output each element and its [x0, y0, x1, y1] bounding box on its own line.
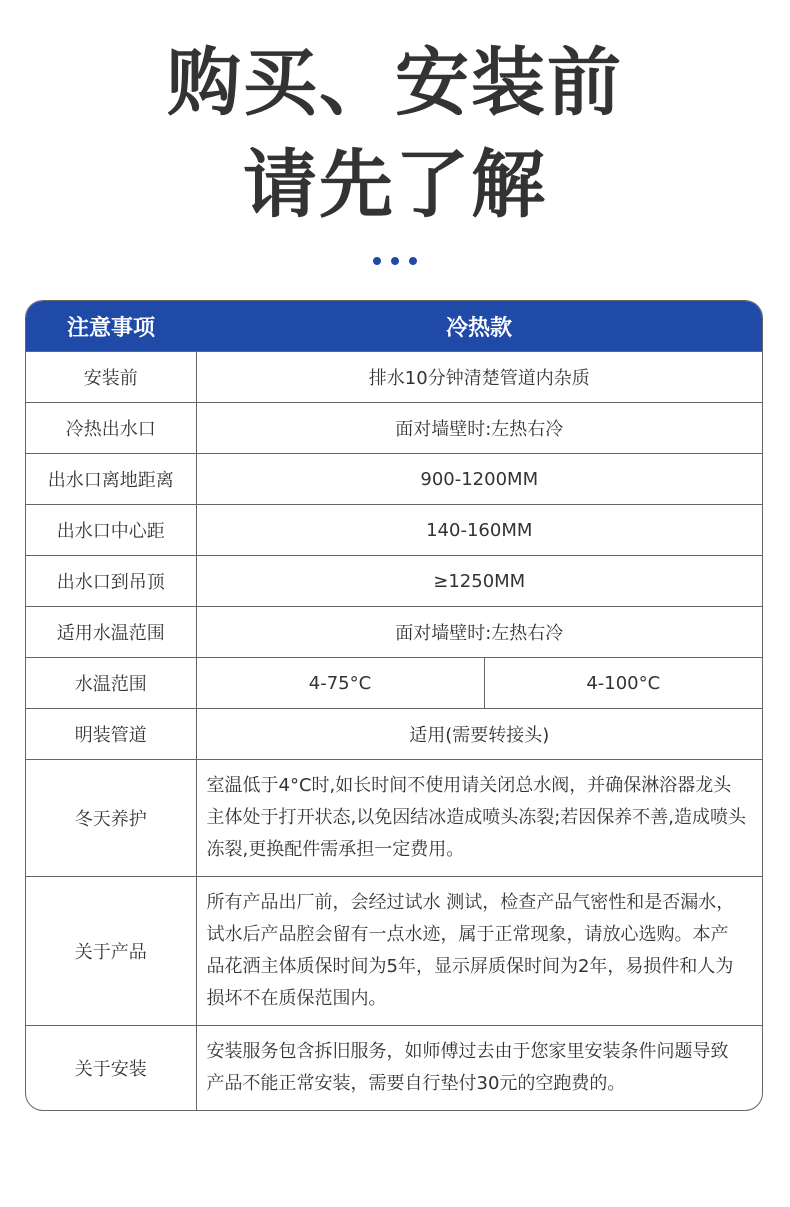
- table-row: [26, 505, 762, 556]
- row-value: ≥1250MM: [196, 556, 762, 607]
- row-value: 140-160MM: [196, 505, 762, 556]
- row-value-a: 4-75°C: [196, 658, 484, 709]
- table-row: [26, 1026, 762, 1111]
- row-value: 所有产品出厂前，会经过试水 测试，检查产品气密性和是否漏水，试水后产品腔会留有一点水迹，属于正常现象，请放心选购。本产品花洒主体质保时间为5年，显示屏质保时间为2年，易损件和人为损坏不在质保范围内。: [196, 877, 762, 1026]
- row-label: 冷热出水口: [26, 403, 196, 454]
- table-row: [26, 607, 762, 658]
- row-label: 冬天养护: [26, 760, 196, 877]
- spec-table: [25, 300, 763, 1111]
- table-row: [26, 352, 762, 403]
- dot-icon: [373, 257, 381, 265]
- table-row: [26, 454, 762, 505]
- row-label: 关于产品: [26, 877, 196, 1026]
- row-label: 出水口到吊顶: [26, 556, 196, 607]
- row-value: 室温低于4°C时,如长时间不使用请关闭总水阀，并确保淋浴器龙头主体处于打开状态,以免因结冰造成喷头冻裂;若因保养不善,造成喷头冻裂,更换配件需承担一定费用。: [196, 760, 762, 877]
- table-row: [26, 709, 762, 760]
- row-label: 适用水温范围: [26, 607, 196, 658]
- row-label: 明装管道: [26, 709, 196, 760]
- table-row: [26, 403, 762, 454]
- row-value: 900-1200MM: [196, 454, 762, 505]
- row-value: 安装服务包含拆旧服务，如师傅过去由于您家里安装条件问题导致产品不能正常安装，需要自行垫付30元的空跑费的。: [196, 1026, 762, 1111]
- row-value-b: 4-100°C: [484, 658, 762, 709]
- dot-icon: [391, 257, 399, 265]
- table-row: [26, 556, 762, 607]
- row-value: 适用(需要转接头): [196, 709, 762, 760]
- row-label: 出水口中心距: [26, 505, 196, 556]
- page-title-line-2: 请先了解: [243, 142, 547, 228]
- page-title-line-1: 购买、安装前: [167, 40, 623, 126]
- decorative-dots: [0, 250, 790, 269]
- table-row: [26, 877, 762, 1026]
- table-row: [26, 760, 762, 877]
- row-label: 关于安装: [26, 1026, 196, 1111]
- row-label: 安装前: [26, 352, 196, 403]
- header-notes: 注意事项: [26, 301, 196, 352]
- row-value: 面对墙壁时:左热右冷: [196, 403, 762, 454]
- row-value: 面对墙壁时:左热右冷: [196, 607, 762, 658]
- table-row: [26, 658, 762, 709]
- row-label: 水温范围: [26, 658, 196, 709]
- table-header-row: [26, 301, 762, 352]
- dot-icon: [409, 257, 417, 265]
- row-label: 出水口离地距离: [26, 454, 196, 505]
- row-value: 排水10分钟清楚管道内杂质: [196, 352, 762, 403]
- header-hot-cold-model: 冷热款: [196, 301, 762, 352]
